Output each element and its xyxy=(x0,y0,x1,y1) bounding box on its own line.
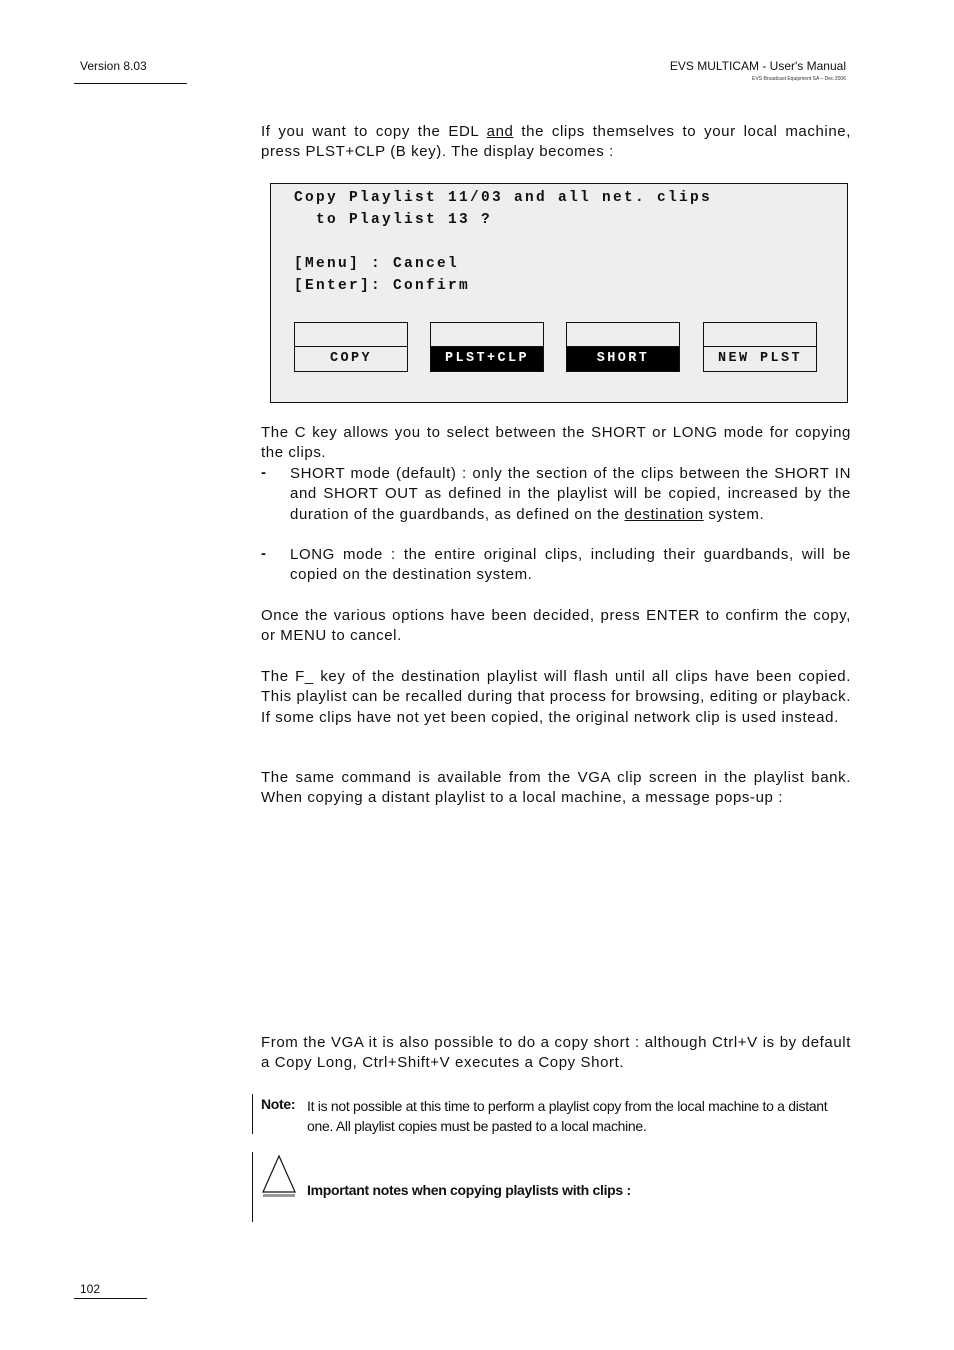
softkey-short[interactable] xyxy=(566,322,680,372)
softkey-label: SHORT xyxy=(567,347,679,371)
screen-line-1: Copy Playlist 11/03 and all net. clips xyxy=(294,190,713,206)
screen-line-4: [Enter]: Confirm xyxy=(294,278,471,294)
important-margin-bar xyxy=(252,1152,253,1222)
bullet-short-mode xyxy=(290,464,851,525)
note-margin-bar xyxy=(252,1094,253,1134)
bullet-dash-short: - xyxy=(261,464,266,481)
intro-underlined: and xyxy=(486,123,514,140)
screen-line-2: to Playlist 13 ? xyxy=(294,212,493,228)
short-text-2: system. xyxy=(703,505,765,523)
fkey-paragraph: The F_ key of the destination playlist will flash until all clips have been copied. This playlist can be recalled during that process for browsing, editing or playback. If some clips have not yet been copied, the original network clip is used instead. xyxy=(261,668,851,726)
note-text: It is not possible at this time to perform a playlist copy from the local machine to a distant one. All playlist copies must be pasted to a local machine. xyxy=(307,1098,828,1134)
intro-text-1: If you want to copy the EDL xyxy=(261,123,487,140)
softkey-top-blank xyxy=(431,323,543,347)
short-text-1: SHORT mode (default) : only the section of the clips between the SHORT IN and SHORT OUT as defined in the playlist will be copied, increased by the duration of the guardbands, as defined on the xyxy=(290,465,851,523)
copy-short-paragraph: From the VGA it is also possible to do a copy short : although Ctrl+V is by default a Copy Long, Ctrl+Shift+V executes a Copy Short. xyxy=(261,1034,851,1072)
softkey-top-blank xyxy=(567,323,679,347)
page-number: 102 xyxy=(80,1282,101,1296)
header-rule xyxy=(74,83,187,84)
footer-rule xyxy=(74,1298,147,1299)
softkey-label: PLST+CLP xyxy=(431,347,543,371)
screen-line-3: [Menu] : Cancel xyxy=(294,256,460,272)
note-label: Note: xyxy=(261,1096,296,1112)
softkey-new-plst[interactable] xyxy=(703,322,817,372)
short-underlined: destination xyxy=(624,505,704,523)
header-version: Version 8.03 xyxy=(80,59,147,73)
softkey-label: NEW PLST xyxy=(717,351,802,366)
softkey-copy[interactable] xyxy=(294,322,408,372)
vga-paragraph: The same command is available from the VGA clip screen in the playlist bank. When copying a distant playlist to a local machine, a message pops-up : xyxy=(261,769,851,807)
header-manual-title: EVS MULTICAM - User's Manual xyxy=(669,59,846,73)
bullet-long-mode: LONG mode : the entire original clips, including their guardbands, will be copied on the destination system. xyxy=(290,546,851,584)
warning-triangle-icon xyxy=(261,1154,297,1200)
options-paragraph: Once the various options have been decided, press ENTER to confirm the copy, or MENU to cancel. xyxy=(261,607,851,645)
softkey-label: COPY xyxy=(329,351,372,366)
bullet-dash-long: - xyxy=(261,545,266,562)
softkey-top-blank xyxy=(295,323,407,347)
important-heading: Important notes when copying playlists with clips : xyxy=(307,1182,631,1198)
display-screen xyxy=(270,183,848,403)
intro-text-2: the clips themselves to your local machine, press PLST+CLP (B key). The display becomes : xyxy=(261,123,851,161)
c-key-paragraph: The C key allows you to select between the SHORT or LONG mode for copying the clips. xyxy=(261,424,851,462)
intro-paragraph xyxy=(261,122,851,163)
softkey-top-blank xyxy=(704,323,816,347)
softkey-plst-clp[interactable] xyxy=(430,322,544,372)
header-manual-subtitle: EVS Broadcast Equipment SA – Dec 2006 xyxy=(752,76,846,82)
